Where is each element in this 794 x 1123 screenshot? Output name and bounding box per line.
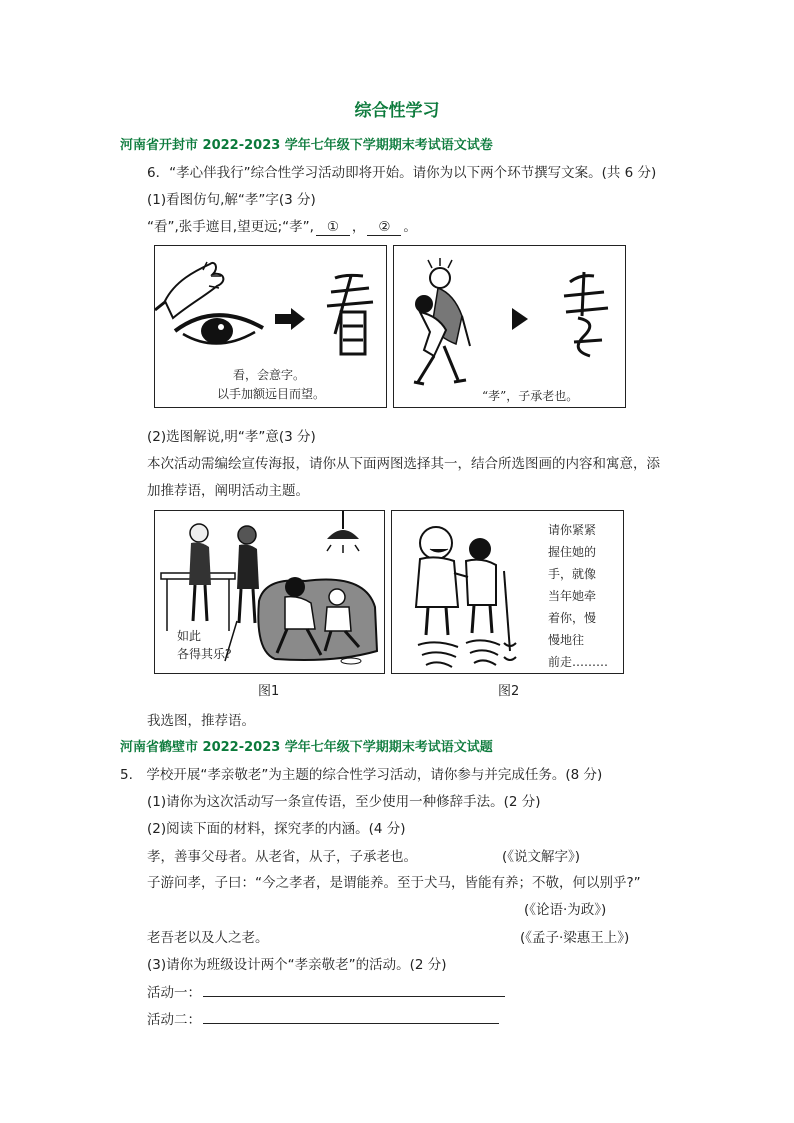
quote-lunyu-source: (《论语·为政》) [524, 902, 607, 918]
question-5-sub2: (2)阅读下面的材料，探究孝的内涵。(4 分) [147, 821, 406, 837]
fig1-bubble-line1: 如此 [177, 629, 202, 643]
period: 。 [403, 219, 417, 235]
fig2-text-line: 请你紧紧 [548, 523, 597, 537]
imitation-sentence [147, 215, 417, 236]
answer-prompt: 我选图，推荐语。 [147, 713, 255, 729]
question-5-sub1: (1)请你为这次活动写一条宣传语，至少使用一种修辞手法。(2 分) [147, 794, 541, 810]
xiao-caption: “孝”，子承老也。 [482, 389, 579, 403]
figure-1-label: 图1 [258, 684, 280, 699]
answer-blank-1[interactable]: ① [316, 219, 350, 236]
sentence-text: “看”,张手遮目,望更远;“孝”, [147, 219, 314, 235]
page-title: 综合性学习 [354, 101, 440, 121]
fig2-text-block [548, 521, 608, 670]
question-5-sub3: (3)请你为班级设计两个“孝亲敬老”的活动。(2 分) [147, 957, 447, 973]
fig1-bubble-line2: 各得其乐? [177, 647, 232, 661]
quote-lunyu: 子游问孝，子曰：“今之孝者，是谓能养。至于犬马，皆能有养；不敬，何以别乎?” [147, 875, 641, 891]
kan-caption-line1: 看，会意字。 [233, 368, 306, 382]
instruction-line-2: 加推荐语，阐明活动主题。 [147, 483, 309, 499]
comma: ， [351, 219, 366, 235]
quote-shuowen: 孝，善事父母者。从老省，从子，子承老也。 [147, 849, 417, 865]
activity-2-label: 活动二： [147, 1012, 201, 1028]
activity-1-answer-line[interactable] [203, 996, 505, 997]
question-6-sub1: (1)看图仿句,解“孝”字(3 分) [147, 192, 316, 208]
question-6-sub2: (2)选图解说,明“孝”意(3 分) [147, 429, 316, 445]
fig2-text-line: 手，就像 [548, 567, 597, 581]
question-6: 6．“孝心伴我行”综合性学习活动即将开始。请你为以下两个环节撰写文案。(共 6 分) [147, 165, 657, 181]
fig2-text-line: 握住她的 [548, 545, 597, 559]
figure-1 [154, 510, 385, 674]
quote-mengzi: 老吾老以及人之老。 [147, 930, 269, 946]
child-carrying-elder-icon [394, 246, 625, 407]
fig2-text-line: 慢地往 [548, 633, 585, 647]
activity-1-label: 活动一： [147, 985, 201, 1001]
kan-character-illustration [154, 245, 387, 408]
instruction-line-1: 本次活动需编绘宣传海报，请你从下面两图选择其一，结合所选图画的内容和寓意，添 [147, 456, 660, 472]
quote-mengzi-source: (《孟子·梁惠王上》) [520, 930, 630, 946]
figure-2-label: 图2 [498, 684, 520, 699]
question-5: 5. 学校开展“孝亲敬老”为主题的综合性学习活动，请你参与并完成任务。(8 分) [120, 767, 603, 783]
figure-2 [391, 510, 624, 674]
answer-blank-2[interactable]: ② [367, 219, 401, 236]
activity-2-answer-line[interactable] [203, 1023, 499, 1024]
fig2-text-line: 着你，慢 [548, 611, 597, 625]
source-kaifeng: 河南省开封市 2022-2023 学年七年级下学期期末考试语文试卷 [120, 138, 493, 153]
xiao-character-illustration [393, 245, 626, 408]
kan-caption-line2: 以手加额远目而望。 [217, 387, 326, 401]
quote-shuowen-source: (《说文解字》) [502, 849, 581, 865]
source-hebi: 河南省鹤壁市 2022-2023 学年七年级下学期期末考试语文试题 [120, 740, 493, 755]
fig2-text-line: 当年她牵 [548, 589, 597, 603]
fig2-text-line: 前走……… [548, 655, 609, 669]
